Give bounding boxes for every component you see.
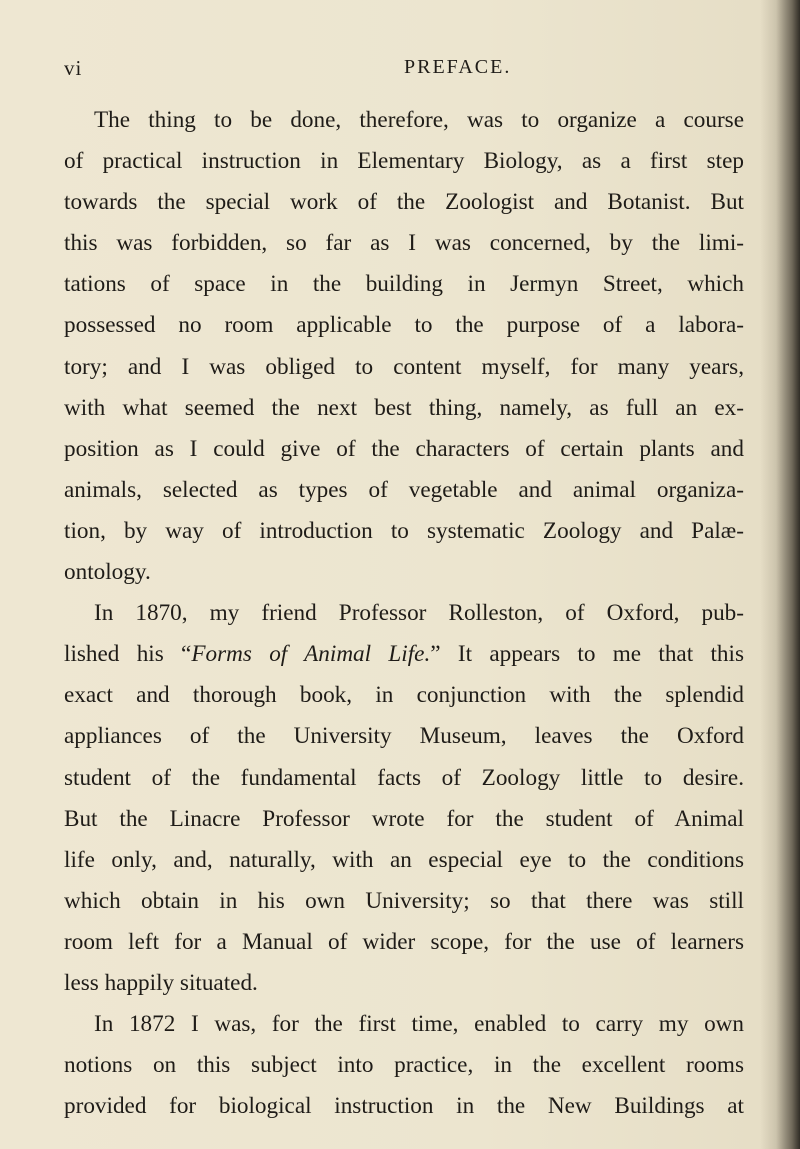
page-edge-shadow [760,0,800,1149]
text-line: In 1870, my friend Professor Rolleston, of Oxford, pub- [94,600,744,627]
header-title: PREFACE. [404,56,512,78]
text-line: tations of space in the building in Jermyn Street, which [64,271,744,298]
text-line: In 1872 I was, for the first time, enabled to carry my own [94,1011,744,1038]
text-line: position as I could give of the characters of certain plants and [64,435,744,462]
text-line: student of the fundamental facts of Zoology little to desire. [64,764,744,791]
book-title: Forms of Animal Life. [191,641,431,668]
body-text [64,100,744,1127]
text-fragment: ” It appears to me that this [430,641,744,668]
text-line: of practical instruction in Elementary Biology, as a first step [64,148,744,175]
text-line: tory; and I was obliged to content myself, for many years, [64,353,744,380]
text-line-with-title [64,634,744,675]
text-line: towards the special work of the Zoologist and Botanist. But [64,189,744,216]
text-line: notions on this subject into practice, in the excellent rooms [64,1052,744,1079]
text-line: But the Linacre Professor wrote for the student of Animal [64,805,744,832]
text-line: room left for a Manual of wider scope, for the use of learners [64,928,744,955]
paragraph-2 [64,593,744,1004]
text-line: life only, and, naturally, with an especial eye to the conditions [64,846,744,873]
paragraph-1 [64,100,744,593]
text-line: The thing to be done, therefore, was to organize a course [94,107,744,133]
text-line: ontology. [64,559,151,586]
text-line: possessed no room applicable to the purpose of a labora- [64,312,744,339]
page-number: vi [64,56,83,80]
paragraph-3 [64,1004,744,1127]
text-line: provided for biological instruction in the New Buildings at [64,1093,744,1120]
text-line: with what seemed the next best thing, namely, as full an ex- [64,394,744,421]
text-line: less happily situated. [64,969,258,996]
text-line: appliances of the University Museum, leaves the Oxford [64,723,744,750]
text-line: exact and thorough book, in conjunction with the splendid [64,682,744,709]
text-line: tion, by way of introduction to systematic Zoology and Palæ- [64,517,744,544]
running-header [64,56,744,86]
text-line: this was forbidden, so far as I was concerned, by the limi- [64,230,744,257]
text-fragment: lished his “ [64,641,192,668]
text-line: animals, selected as types of vegetable and animal organiza- [64,476,744,503]
text-line: which obtain in his own University; so that there was still [64,887,744,914]
